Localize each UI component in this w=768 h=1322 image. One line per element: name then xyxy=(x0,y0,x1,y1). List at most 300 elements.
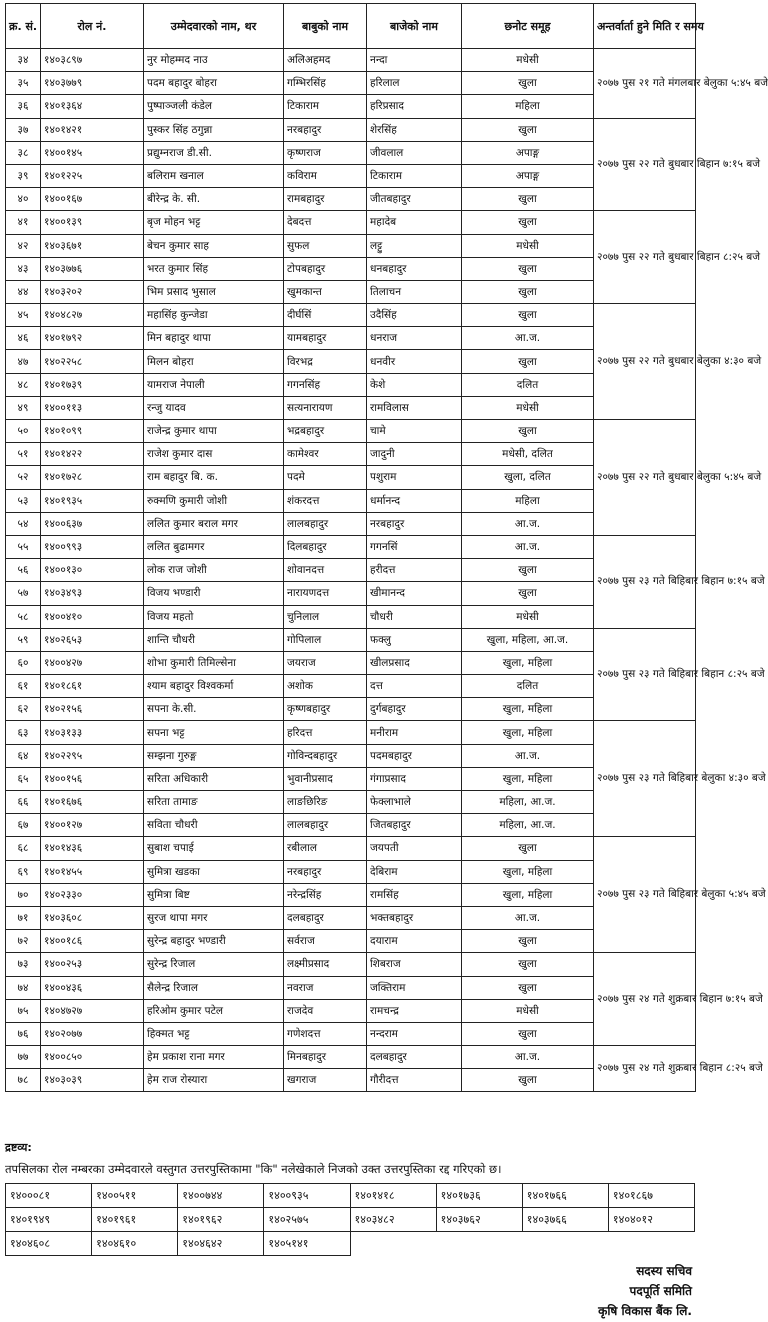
cell-father: खगराज xyxy=(284,1069,367,1092)
cell-sn: ५६ xyxy=(6,559,41,582)
cell-father: गोविन्दबहादुर xyxy=(284,744,367,767)
cell-father: नवराज xyxy=(284,976,367,999)
cell-father: नरबहादुर xyxy=(284,118,367,141)
cell-group: खुला xyxy=(462,953,594,976)
table-row xyxy=(6,906,696,929)
cell-father: भुवानीप्रसाद xyxy=(284,767,367,790)
header-name: उम्मेदवारको नाम, थर xyxy=(144,4,284,49)
cell-grandfather: धर्मानन्द xyxy=(367,489,462,512)
table-row xyxy=(6,280,696,303)
cell-grandfather: शेरसिंह xyxy=(367,118,462,141)
cell-group: आ.ज. xyxy=(462,512,594,535)
cell-name: सुमित्रा खडका xyxy=(144,860,284,883)
cell-sn: ६८ xyxy=(6,837,41,860)
cell-sn: ४९ xyxy=(6,396,41,419)
cell-father: नरेन्द्रसिंह xyxy=(284,883,367,906)
cell-group: खुला xyxy=(462,420,594,443)
cell-grandfather: तिलाचन xyxy=(367,280,462,303)
cancelled-roll: १४०४०१२ xyxy=(608,1208,694,1232)
cell-group: खुला, महिला, आ.ज. xyxy=(462,628,594,651)
cell-group: अपाङ्ग xyxy=(462,164,594,187)
cell-father: मिनबहादुर xyxy=(284,1046,367,1069)
cell-father: अशोक xyxy=(284,675,367,698)
cell-grandfather: गगनसिं xyxy=(367,535,462,558)
cell-sn: ५२ xyxy=(6,466,41,489)
cell-roll: १४००४२७ xyxy=(41,651,144,674)
header-grandfather: बाजेको नाम xyxy=(367,4,462,49)
cell-roll: १४००१४५ xyxy=(41,141,144,164)
cancelled-row xyxy=(6,1232,695,1256)
cell-father: गगनसिंह xyxy=(284,373,367,396)
table-row xyxy=(6,976,696,999)
cell-group: खुला xyxy=(462,976,594,999)
cancelled-roll: १४०३४८२ xyxy=(350,1208,436,1232)
table-row xyxy=(6,489,696,512)
cell-grandfather: हरिप्रसाद xyxy=(367,95,462,118)
cancelled-rolls-table xyxy=(5,1183,695,1256)
table-body xyxy=(6,49,768,1092)
note-text: तपसिलका रोल नम्बरका उम्मेदवारले वस्तुगत उत्तरपुस्तिकामा "कि" नलेखेकाले निजको उक्त उत्तरपुस्तिका रद्द गरिएको छ। xyxy=(5,1162,502,1176)
cell-sn: ४२ xyxy=(6,234,41,257)
cell-roll: १४००९९३ xyxy=(41,535,144,558)
cell-roll: १४०२१५६ xyxy=(41,698,144,721)
cell-interview-time: २०७७ पुस २३ गते बिहिबार बेलुका ५:४५ बजे xyxy=(594,837,696,953)
cell-group: मधेसी xyxy=(462,605,594,628)
cell-name: शान्ति चौधरी xyxy=(144,628,284,651)
table-row xyxy=(6,466,696,489)
cell-grandfather: महादेब xyxy=(367,211,462,234)
cancelled-roll: १४०००८१ xyxy=(6,1184,92,1208)
cell-roll: १४०१२२५ xyxy=(41,164,144,187)
cell-name: सुमित्रा बिष्ट xyxy=(144,883,284,906)
cell-name: लोक राज जोशी xyxy=(144,559,284,582)
cell-father: कृष्णराज xyxy=(284,141,367,164)
cell-name: पदम बहादुर बोहरा xyxy=(144,72,284,95)
cell-sn: ६६ xyxy=(6,791,41,814)
cell-sn: ४५ xyxy=(6,304,41,327)
cell-grandfather: जादुनी xyxy=(367,443,462,466)
cell-roll: १४०३१३३ xyxy=(41,721,144,744)
table-row xyxy=(6,1069,696,1092)
cell-roll: १४०३२०२ xyxy=(41,280,144,303)
table-row xyxy=(6,999,696,1022)
cell-roll: १४०१४५५ xyxy=(41,860,144,883)
cell-roll: १४०३८९७ xyxy=(41,49,144,72)
cell-sn: ७४ xyxy=(6,976,41,999)
cell-sn: ४८ xyxy=(6,373,41,396)
cell-father: सत्यनारायण xyxy=(284,396,367,419)
cell-name: हेम राज रोस्यारा xyxy=(144,1069,284,1092)
cell-sn: ५९ xyxy=(6,628,41,651)
cell-roll: १४०१७२८ xyxy=(41,466,144,489)
cell-father: पदमे xyxy=(284,466,367,489)
cell-roll: १४०३६०८ xyxy=(41,906,144,929)
signature-organization: कृषि विकास बैंक लि. xyxy=(598,1304,692,1318)
signature-title: सदस्य सचिव xyxy=(636,1264,692,1278)
cell-name: बीरेन्द्र के. सी. xyxy=(144,188,284,211)
cell-father: दीर्घसिं xyxy=(284,304,367,327)
table-row xyxy=(6,953,696,976)
cell-sn: ६५ xyxy=(6,767,41,790)
cancelled-roll: १४०४६४२ xyxy=(178,1232,264,1256)
cell-interview-time: २०७७ पुस २२ गते बुधबार बिहान ८:२५ बजे xyxy=(594,211,696,304)
cell-sn: ४१ xyxy=(6,211,41,234)
cell-father: लालबहादुर xyxy=(284,814,367,837)
cell-father: यामबहादुर xyxy=(284,327,367,350)
cell-group: आ.ज. xyxy=(462,744,594,767)
cell-father: कामेश्वर xyxy=(284,443,367,466)
cell-grandfather: केशे xyxy=(367,373,462,396)
cell-name: हिक्मत भट्ट xyxy=(144,1022,284,1045)
cell-sn: ७५ xyxy=(6,999,41,1022)
cell-father: दलबहादुर xyxy=(284,906,367,929)
candidate-table xyxy=(5,3,768,1092)
cell-roll: १४०१०९९ xyxy=(41,420,144,443)
cell-interview-time: २०७७ पुस २२ गते बुधबार बेलुका ४:३० बजे xyxy=(594,304,696,420)
table-row xyxy=(6,582,696,605)
table-row xyxy=(6,767,696,790)
cell-name: सैलेन्द्र रिजाल xyxy=(144,976,284,999)
table-row xyxy=(6,791,696,814)
cell-father: टोपबहादुर xyxy=(284,257,367,280)
cell-father: सर्वराज xyxy=(284,930,367,953)
cell-name: मिन बहादुर थापा xyxy=(144,327,284,350)
cell-name: राम बहादुर बि. क. xyxy=(144,466,284,489)
cancelled-row xyxy=(6,1184,695,1208)
empty-cell xyxy=(522,1232,608,1256)
cell-sn: ५० xyxy=(6,420,41,443)
cancelled-row xyxy=(6,1208,695,1232)
cell-sn: ७३ xyxy=(6,953,41,976)
cell-sn: ५१ xyxy=(6,443,41,466)
cell-roll: १४०१४२१ xyxy=(41,118,144,141)
cell-roll: १४०२६५३ xyxy=(41,628,144,651)
empty-cell xyxy=(436,1232,522,1256)
header-roll: रोल नं. xyxy=(41,4,144,49)
cell-sn: ३६ xyxy=(6,95,41,118)
cell-father: रबीलाल xyxy=(284,837,367,860)
cancelled-roll: १४०३७६६ xyxy=(522,1208,608,1232)
cell-roll: १४०१४२२ xyxy=(41,443,144,466)
cell-sn: ६० xyxy=(6,651,41,674)
table-row xyxy=(6,396,696,419)
cell-name: रुक्मणि कुमारी जोशी xyxy=(144,489,284,512)
cell-interview-time: २०७७ पुस २१ गते मंगलबार बेलुका ५:४५ बजे xyxy=(594,49,696,119)
cell-group: आ.ज. xyxy=(462,906,594,929)
cell-group: आ.ज. xyxy=(462,1046,594,1069)
cell-roll: १४०२०७७ xyxy=(41,1022,144,1045)
cancelled-roll: १४०२५७५ xyxy=(264,1208,350,1232)
cell-group: खुला, दलित xyxy=(462,466,594,489)
cell-sn: ७६ xyxy=(6,1022,41,1045)
cell-name: शोभा कुमारी तिमिल्सेना xyxy=(144,651,284,674)
cell-father: लक्ष्मीप्रसाद xyxy=(284,953,367,976)
cell-sn: ५५ xyxy=(6,535,41,558)
table-row xyxy=(6,559,696,582)
cancelled-rolls-body xyxy=(6,1184,695,1256)
cell-roll: १४००१५६ xyxy=(41,767,144,790)
cell-name: सुरज थापा मगर xyxy=(144,906,284,929)
cell-father: विरभद्र xyxy=(284,350,367,373)
cell-grandfather: फेक्लाभाले xyxy=(367,791,462,814)
cell-interview-time: २०७७ पुस २२ गते बुधबार बिहान ७:१५ बजे xyxy=(594,118,696,211)
cell-group: मधेसी xyxy=(462,49,594,72)
table-row xyxy=(6,188,696,211)
cell-name: रन्जु यादव xyxy=(144,396,284,419)
cancelled-roll: १४०१९६२ xyxy=(178,1208,264,1232)
cell-interview-time: २०७७ पुस २४ गते शुक्रबार बिहान ७:१५ बजे xyxy=(594,953,696,1046)
cell-group: खुला xyxy=(462,280,594,303)
cell-father: रामबहादुर xyxy=(284,188,367,211)
cell-name: पुस्कर सिंह ठगुन्ना xyxy=(144,118,284,141)
table-row xyxy=(6,1046,696,1069)
cell-grandfather: हरिलाल xyxy=(367,72,462,95)
table-header-row xyxy=(6,4,696,49)
cell-roll: १४००६३७ xyxy=(41,512,144,535)
cell-group: मधेसी, दलित xyxy=(462,443,594,466)
cell-group: मधेसी xyxy=(462,999,594,1022)
cell-grandfather: गंगाप्रसाद xyxy=(367,767,462,790)
cell-sn: ६१ xyxy=(6,675,41,698)
cell-name: ललित बुढामगर xyxy=(144,535,284,558)
cell-father: शोवानदत्त xyxy=(284,559,367,582)
table-row xyxy=(6,605,696,628)
cell-group: खुला, महिला xyxy=(462,698,594,721)
table-row xyxy=(6,211,696,234)
cell-sn: ४६ xyxy=(6,327,41,350)
cell-roll: १४०३७७६ xyxy=(41,257,144,280)
cell-grandfather: शिबराज xyxy=(367,953,462,976)
table-row xyxy=(6,443,696,466)
cell-sn: ४७ xyxy=(6,350,41,373)
table-row xyxy=(6,814,696,837)
cell-roll: १४०३६७१ xyxy=(41,234,144,257)
cell-roll: १४०३४९३ xyxy=(41,582,144,605)
cell-father: गणेशदत्त xyxy=(284,1022,367,1045)
cell-father: भद्रबहादुर xyxy=(284,420,367,443)
cell-roll: १४००१८६ xyxy=(41,930,144,953)
cell-father: चुनिलाल xyxy=(284,605,367,628)
table-row xyxy=(6,744,696,767)
cell-group: खुला, महिला xyxy=(462,860,594,883)
cell-grandfather: टिकाराम xyxy=(367,164,462,187)
cell-sn: ३७ xyxy=(6,118,41,141)
cell-name: भरत कुमार सिंह xyxy=(144,257,284,280)
table-row xyxy=(6,373,696,396)
cell-roll: १४००१३० xyxy=(41,559,144,582)
cancelled-roll: १४०४६०८ xyxy=(6,1232,92,1256)
cell-grandfather: दलबहादुर xyxy=(367,1046,462,1069)
table-row xyxy=(6,698,696,721)
cell-roll: १४००२५३ xyxy=(41,953,144,976)
table-row xyxy=(6,628,696,651)
cell-grandfather: गौरीदत्त xyxy=(367,1069,462,1092)
cell-interview-time: २०७७ पुस २३ गते बिहिबार बेलुका ४:३० बजे xyxy=(594,721,696,837)
cell-name: राजेन्द्र कुमार थापा xyxy=(144,420,284,443)
cell-grandfather: नन्दा xyxy=(367,49,462,72)
cell-sn: ७१ xyxy=(6,906,41,929)
cell-group: खुला xyxy=(462,350,594,373)
table-row xyxy=(6,95,696,118)
cell-group: महिला xyxy=(462,489,594,512)
cell-grandfather: पदमबहादुर xyxy=(367,744,462,767)
cell-roll: १४००४१० xyxy=(41,605,144,628)
table-row xyxy=(6,72,696,95)
cell-grandfather: नरबहादुर xyxy=(367,512,462,535)
cell-group: खुला xyxy=(462,837,594,860)
cell-grandfather: रामसिंह xyxy=(367,883,462,906)
table-row xyxy=(6,651,696,674)
cell-name: सविता चौधरी xyxy=(144,814,284,837)
cell-grandfather: दयाराम xyxy=(367,930,462,953)
table-row xyxy=(6,721,696,744)
cell-grandfather: फक्लु xyxy=(367,628,462,651)
cell-group: मधेसी xyxy=(462,234,594,257)
cell-name: सम्झना गुरुङ्ग xyxy=(144,744,284,767)
cell-father: अलिअहमद xyxy=(284,49,367,72)
cell-sn: ४३ xyxy=(6,257,41,280)
cell-sn: ७८ xyxy=(6,1069,41,1092)
cell-grandfather: रामचन्द्र xyxy=(367,999,462,1022)
table-row xyxy=(6,234,696,257)
cell-roll: १४००१३९ xyxy=(41,211,144,234)
cell-roll: १४०१७९२ xyxy=(41,327,144,350)
table-row xyxy=(6,837,696,860)
cell-father: दिलबहादुर xyxy=(284,535,367,558)
cell-grandfather: दुर्गबहादुर xyxy=(367,698,462,721)
cell-group: खुला xyxy=(462,188,594,211)
cell-group: खुला xyxy=(462,1022,594,1045)
cell-group: महिला, आ.ज. xyxy=(462,814,594,837)
table-row xyxy=(6,420,696,443)
cell-name: बेचन कुमार साह xyxy=(144,234,284,257)
cell-name: सरिता अधिकारी xyxy=(144,767,284,790)
cell-group: खुला xyxy=(462,304,594,327)
cell-group: दलित xyxy=(462,675,594,698)
cell-father: जयराज xyxy=(284,651,367,674)
cell-father: देबदत्त xyxy=(284,211,367,234)
cell-grandfather: खीमानन्द xyxy=(367,582,462,605)
cell-grandfather: धनवीर xyxy=(367,350,462,373)
cell-roll: १४०४७२७ xyxy=(41,999,144,1022)
cell-sn: ५४ xyxy=(6,512,41,535)
cancelled-roll: १४०१९४९ xyxy=(6,1208,92,1232)
cell-grandfather: जीवलाल xyxy=(367,141,462,164)
cell-group: खुला xyxy=(462,72,594,95)
cell-sn: ७२ xyxy=(6,930,41,953)
cell-name: विजय भण्डारी xyxy=(144,582,284,605)
cell-group: खुला xyxy=(462,582,594,605)
cell-grandfather: जयपती xyxy=(367,837,462,860)
note-heading: द्रष्टव्य: xyxy=(5,1141,32,1154)
cell-group: अपाङ्ग xyxy=(462,141,594,164)
table-row xyxy=(6,164,696,187)
cell-grandfather: लट्टु xyxy=(367,234,462,257)
cancelled-roll: १४०१९६१ xyxy=(92,1208,178,1232)
empty-cell xyxy=(350,1232,436,1256)
cancelled-roll: १४०१४१८ xyxy=(350,1184,436,1208)
cell-grandfather: चौधरी xyxy=(367,605,462,628)
cell-group: खुला xyxy=(462,211,594,234)
cell-roll: १४०२३३० xyxy=(41,883,144,906)
cell-name: नुर मोहम्मद नाउ xyxy=(144,49,284,72)
cell-sn: ५३ xyxy=(6,489,41,512)
cell-roll: १४०३०३९ xyxy=(41,1069,144,1092)
cell-father: हरिदत्त xyxy=(284,721,367,744)
cell-grandfather: देबिराम xyxy=(367,860,462,883)
signature-committee: पदपूर्ति समिति xyxy=(629,1284,692,1298)
cell-grandfather: जितबहादुर xyxy=(367,814,462,837)
cell-group: आ.ज. xyxy=(462,535,594,558)
cell-sn: ४० xyxy=(6,188,41,211)
cell-name: बलिराम खनाल xyxy=(144,164,284,187)
cell-father: नरबहादुर xyxy=(284,860,367,883)
cell-roll: १४०४८२७ xyxy=(41,304,144,327)
cell-grandfather: धनराज xyxy=(367,327,462,350)
cell-name: विजय महतो xyxy=(144,605,284,628)
cancelled-roll: १४०५१४१ xyxy=(264,1232,350,1256)
table-row xyxy=(6,327,696,350)
cell-name: मिलन बोहरा xyxy=(144,350,284,373)
cancelled-roll: १४०३७६२ xyxy=(436,1208,522,1232)
cell-grandfather: रामविलास xyxy=(367,396,462,419)
cell-sn: ४४ xyxy=(6,280,41,303)
cancelled-roll: १४०१८६७ xyxy=(608,1184,694,1208)
cell-group: खुला xyxy=(462,930,594,953)
header-father: बाबुको नाम xyxy=(284,4,367,49)
table-row xyxy=(6,675,696,698)
table-row xyxy=(6,141,696,164)
cell-grandfather: जीतबहादुर xyxy=(367,188,462,211)
cell-roll: १४०१३६४ xyxy=(41,95,144,118)
cell-group: मधेसी xyxy=(462,396,594,419)
cell-father: गोपिलाल xyxy=(284,628,367,651)
cell-father: सुफल xyxy=(284,234,367,257)
cell-father: नारायणदत्त xyxy=(284,582,367,605)
cell-grandfather: हरीदत्त xyxy=(367,559,462,582)
cell-roll: १४०१७३९ xyxy=(41,373,144,396)
cell-name: श्याम बहादुर विश्वकर्मा xyxy=(144,675,284,698)
cell-name: प्रद्युम्नराज डी.सी. xyxy=(144,141,284,164)
cell-name: भिम प्रसाद भुसाल xyxy=(144,280,284,303)
cell-sn: ५८ xyxy=(6,605,41,628)
cell-sn: ५७ xyxy=(6,582,41,605)
cell-grandfather: चामे xyxy=(367,420,462,443)
header-sn: क्र. सं. xyxy=(6,4,41,49)
cancelled-roll: १४०४६१० xyxy=(92,1232,178,1256)
cell-roll: १४०१४३६ xyxy=(41,837,144,860)
cell-group: खुला, महिला xyxy=(462,651,594,674)
cell-roll: १४०१६७६ xyxy=(41,791,144,814)
cell-roll: १४०१८६१ xyxy=(41,675,144,698)
cell-roll: १४०३७७९ xyxy=(41,72,144,95)
cell-grandfather: धनबहादुर xyxy=(367,257,462,280)
cell-grandfather: दत्त xyxy=(367,675,462,698)
cell-group: खुला xyxy=(462,1069,594,1092)
cell-roll: १४००१२७ xyxy=(41,814,144,837)
cell-grandfather: भक्तबहादुर xyxy=(367,906,462,929)
table-row xyxy=(6,118,696,141)
table-row xyxy=(6,304,696,327)
cell-roll: १४००४३६ xyxy=(41,976,144,999)
table-row xyxy=(6,930,696,953)
cell-group: खुला xyxy=(462,118,594,141)
cell-name: ललित कुमार बराल मगर xyxy=(144,512,284,535)
cell-name: सुरेन्द्र रिजाल xyxy=(144,953,284,976)
cell-father: गम्भिरसिंह xyxy=(284,72,367,95)
empty-cell xyxy=(608,1232,694,1256)
cell-sn: ३५ xyxy=(6,72,41,95)
